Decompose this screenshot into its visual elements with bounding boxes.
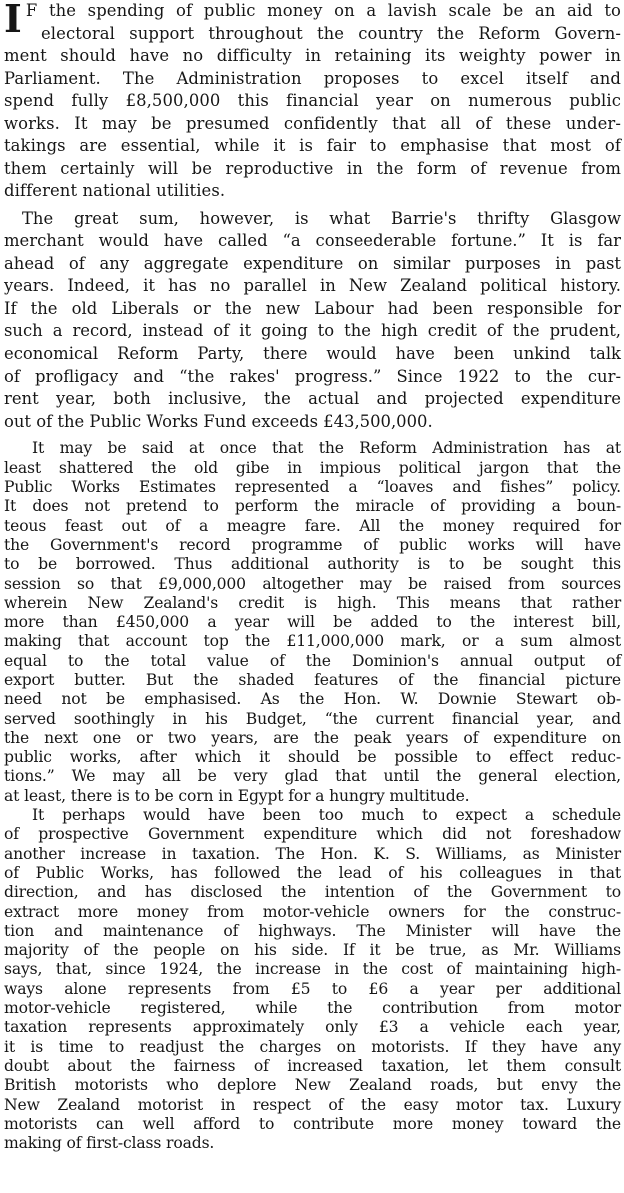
text-line: of profligacy and “the rakes' progress.” Since 1922 to the cur-: [4, 366, 621, 386]
text-line: export butter. But the shaded features of the financial picture: [4, 671, 621, 689]
text-line: Public Works Estimates represented a “loaves and fishes” policy.: [4, 478, 621, 497]
text-line: economical Reform Party, there would have been unkind talk: [4, 344, 621, 364]
text-line: doubt about the fairness of increased taxation, let them consult: [4, 1056, 621, 1075]
text-line: motor-vehicle registered, while the contribution from motor: [4, 999, 621, 1018]
paragraph-1: [4, 0, 621, 203]
paragraph-2: [4, 208, 621, 434]
text-line: years. Indeed, it has no parallel in New Zealand political history.: [4, 276, 621, 296]
text-line: direction, and has disclosed the intention of the Government to: [4, 883, 621, 902]
text-line: It perhaps would have been too much to expect a schedule: [32, 806, 621, 825]
drop-cap: I: [4, 0, 22, 41]
text-line: majority of the people on his side. If it be true, as Mr. Williams: [4, 941, 621, 960]
text-line: motorists can well afford to contribute more money toward the: [4, 1114, 621, 1133]
text-line: of prospective Government expenditure which did not foreshadow: [4, 825, 621, 844]
text-line: least shattered the old gibe in impious political jargon that the: [4, 458, 621, 477]
paragraph-3: [4, 439, 621, 806]
text-line: making that account top the £11,000,000 mark, or a sum almost: [4, 632, 621, 651]
text-line: rent year, both inclusive, the actual and projected expenditure: [4, 389, 621, 409]
text-line: session so that £9,000,000 altogether may be raised from sources: [4, 574, 621, 593]
text-line: the next one or two years, are the peak years of expenditure on: [4, 728, 621, 747]
text-line: extract more money from motor-vehicle owners for the construc-: [4, 902, 621, 921]
text-line: ment should have no difficulty in retaining its weighty power in: [4, 46, 621, 65]
text-line: electoral support throughout the country the Reform Govern-: [41, 23, 621, 43]
text-line: F the spending of public money on a lavish scale be an aid to: [25, 1, 621, 20]
text-line: it is time to readjust the charges on motorists. If they have any: [4, 1037, 621, 1056]
text-line: taxation represents approximately only £3 a vehicle each year,: [4, 1018, 621, 1037]
text-line: tion and maintenance of highways. The Minister will have the: [4, 921, 621, 940]
paragraph-4: [4, 806, 621, 1153]
text-line: tions.” We may all be very glad that until the general election,: [4, 767, 621, 786]
text-line: to be borrowed. Thus additional authority is to be sought this: [4, 555, 621, 574]
text-line: If the old Liberals or the new Labour had been responsible for: [4, 298, 621, 318]
text-line: making of first-class roads.: [4, 1134, 215, 1153]
text-line: The great sum, however, is what Barrie's thrifty Glasgow: [22, 208, 621, 228]
text-line: says, that, since 1924, the increase in the cost of maintaining high-: [4, 960, 621, 979]
text-line: different national utilities.: [4, 181, 226, 200]
text-line: New Zealand motorist in respect of the easy motor tax. Luxury: [4, 1095, 621, 1114]
text-line: out of the Public Works Fund exceeds £43,500,000.: [4, 411, 433, 431]
text-line: ahead of any aggregate expenditure on similar purposes in past: [4, 253, 621, 273]
text-line: It does not pretend to perform the miracle of providing a boun-: [4, 497, 621, 516]
text-line: merchant would have called “a conseederable fortune.” It is far: [4, 231, 621, 251]
text-line: wherein New Zealand's credit is high. This means that rather: [4, 593, 621, 612]
text-line: them certainly will be reproductive in the form of revenue from: [4, 158, 621, 178]
text-line: equal to the total value of the Dominion's annual output of: [4, 651, 621, 670]
text-line: the Government's record programme of public works will have: [4, 535, 621, 554]
text-line: It may be said at once that the Reform Administration has at: [32, 439, 621, 458]
text-line: of Public Works, has followed the lead of his colleagues in that: [4, 863, 621, 882]
text-line: need not be emphasised. As the Hon. W. Downie Stewart ob-: [4, 690, 621, 709]
text-line: such a record, instead of it going to the high credit of the prudent,: [4, 321, 621, 341]
text-line: served soothingly in his Budget, “the current financial year, and: [4, 709, 621, 728]
text-line: another increase in taxation. The Hon. K. S. Williams, as Minister: [4, 844, 621, 863]
text-line: at least, there is to be corn in Egypt for a hungry multitude.: [4, 786, 470, 805]
text-line: Parliament. The Administration proposes to excel itself and: [4, 68, 621, 88]
text-line: works. It may be presumed confidently that all of these under-: [4, 113, 621, 133]
text-line: public works, after which it should be possible to effect reduc-: [4, 748, 621, 767]
text-line: spend fully £8,500,000 this financial year on numerous public: [4, 91, 621, 110]
text-line: teous feast out of a meagre fare. All the money required for: [4, 516, 621, 535]
text-line: British motorists who deplore New Zealand roads, but envy the: [4, 1076, 621, 1095]
text-line: ways alone represents from £5 to £6 a year per additional: [4, 979, 621, 998]
text-line: more than £450,000 a year will be added to the interest bill,: [4, 613, 621, 632]
text-line: takings are essential, while it is fair to emphasise that most of: [4, 136, 621, 155]
